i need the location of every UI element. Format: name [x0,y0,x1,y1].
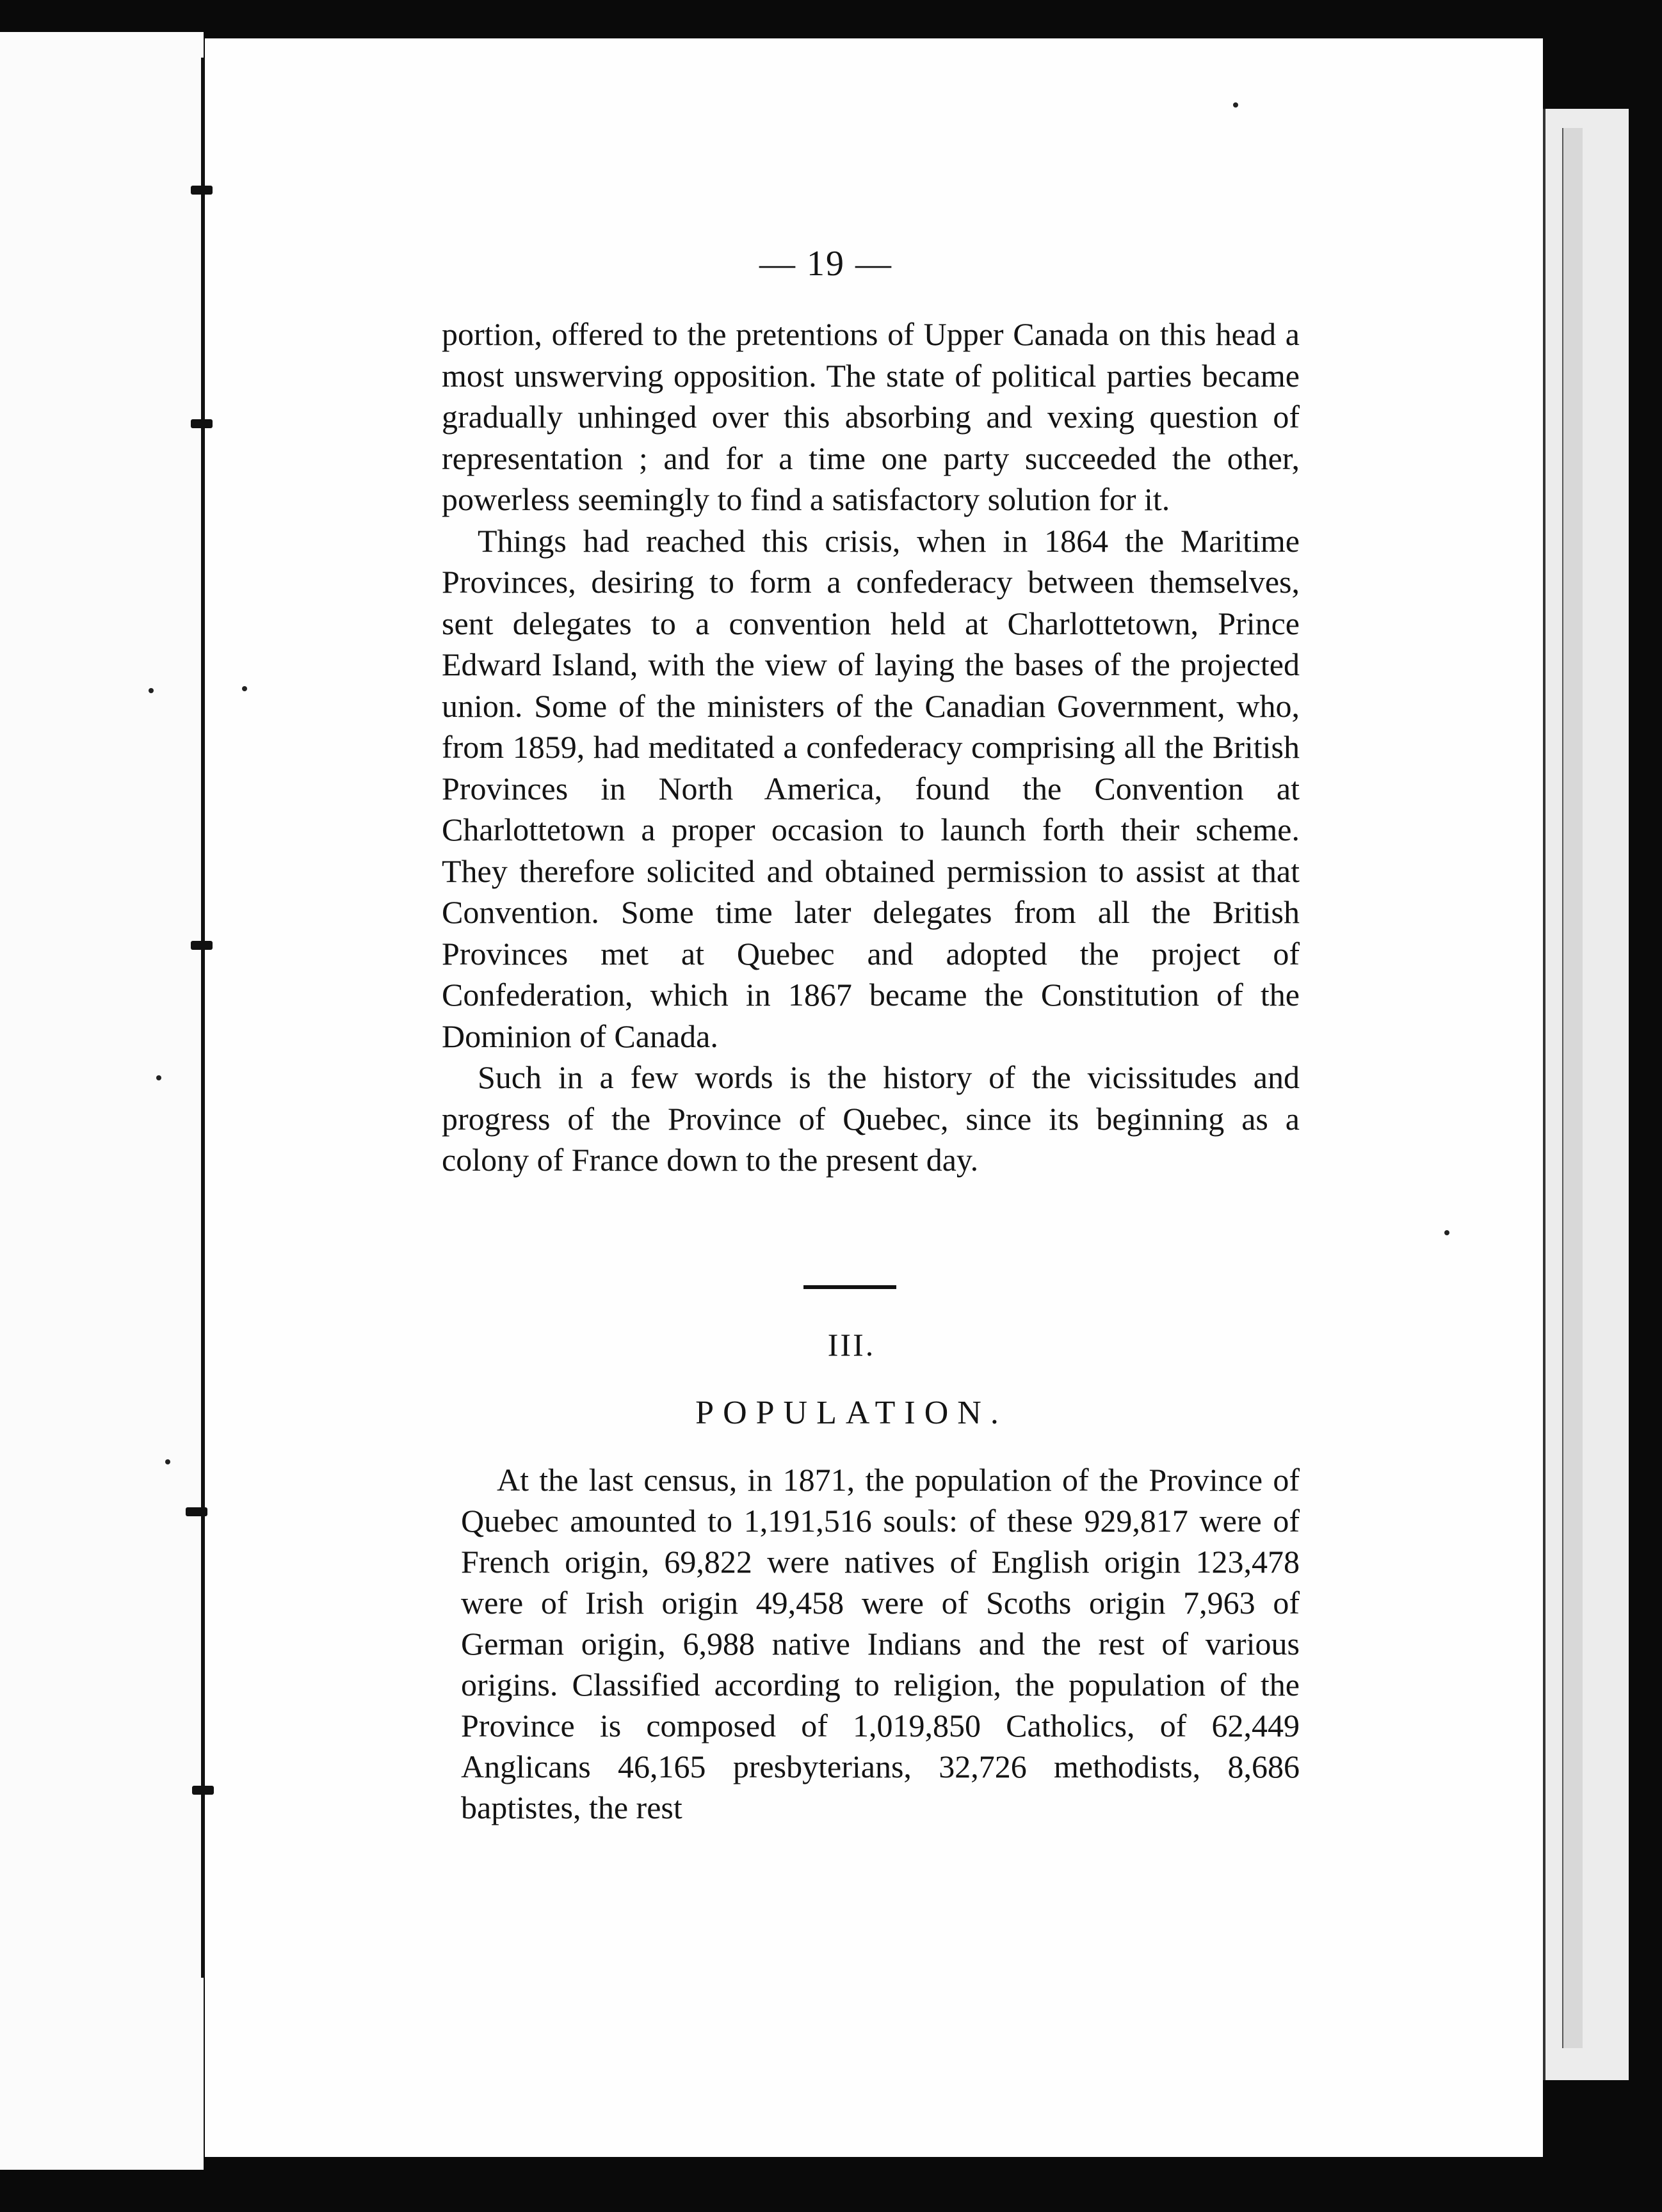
scan-speck [1444,1230,1449,1235]
page-stack-edge [1543,109,1629,2080]
section-body-text [461,1459,1300,1828]
section-number: III. [827,1327,876,1363]
section-divider [803,1285,896,1289]
facing-page-edge [0,32,204,2170]
page-stack-edge-inner [1562,128,1583,2048]
paragraph-3: Such in a few words is the history of the vicissitudes and progress of the Province of Quebec, since its beginning as a colony of France down to the present day. [442,1059,1300,1178]
scan-speck [156,1075,161,1080]
page-number: — 19 — [759,244,892,284]
binding-stitch-2 [191,419,213,428]
scan-speck [1233,102,1238,108]
binding-stitch-1 [191,186,213,195]
binding-stitch-4 [186,1507,207,1516]
scan-speck [149,688,154,693]
binding-stitch-3 [191,941,213,950]
body-text [442,314,1300,1181]
book-spine [201,58,205,1978]
paragraph-1: portion, offered to the pretentions of Upper Canada on this head a most unswerving opposition. The state of political parties became gradually unhinged over this absorbing and vexing question of representation ; and for a time one party succeeded the other, powerless seemingly to find a satisfactory solution for it. [442,316,1300,517]
section-title: POPULATION. [695,1395,1008,1431]
population-paragraph: At the last census, in 1871, the population of the Province of Quebec amounted to 1,191,516 souls: of these 929,817 were of French origin, 69,822 were natives of English origin 123,478 were of Irish origin 49,458 were of Scoths origin 7,963 of German origin, 6,988 native Indians and the rest of various origins. Classified according to religion, the population of the Province is composed of 1,019,850 Catholics, of 62,449 Anglicans 46,165 presbyterians, 32,726 methodists, 8,686 baptistes, the rest [461,1462,1300,1825]
scan-speck [165,1459,170,1464]
scan-speck [242,686,247,691]
paragraph-2: Things had reached this crisis, when in 1864 the Maritime Provinces, desiring to form a confederacy between themselves, sent delegates to a convention held at Charlottetown, Prince Edward Island, with the view of laying the bases of the projected union. Some of the ministers of the Canadian Government, who, from 1859, had meditated a confederacy comprising all the British Provinces in North America, found the Convention at Charlottetown a proper occasion to launch forth their scheme. They therefore solicited and obtained permission to assist at that Convention. Some time later delegates from all the British Provinces met at Quebec and adopted the project of Confederation, which in 1867 became the Constitution of the Dominion of Canada. [442,522,1300,1054]
binding-stitch-5 [192,1786,214,1795]
